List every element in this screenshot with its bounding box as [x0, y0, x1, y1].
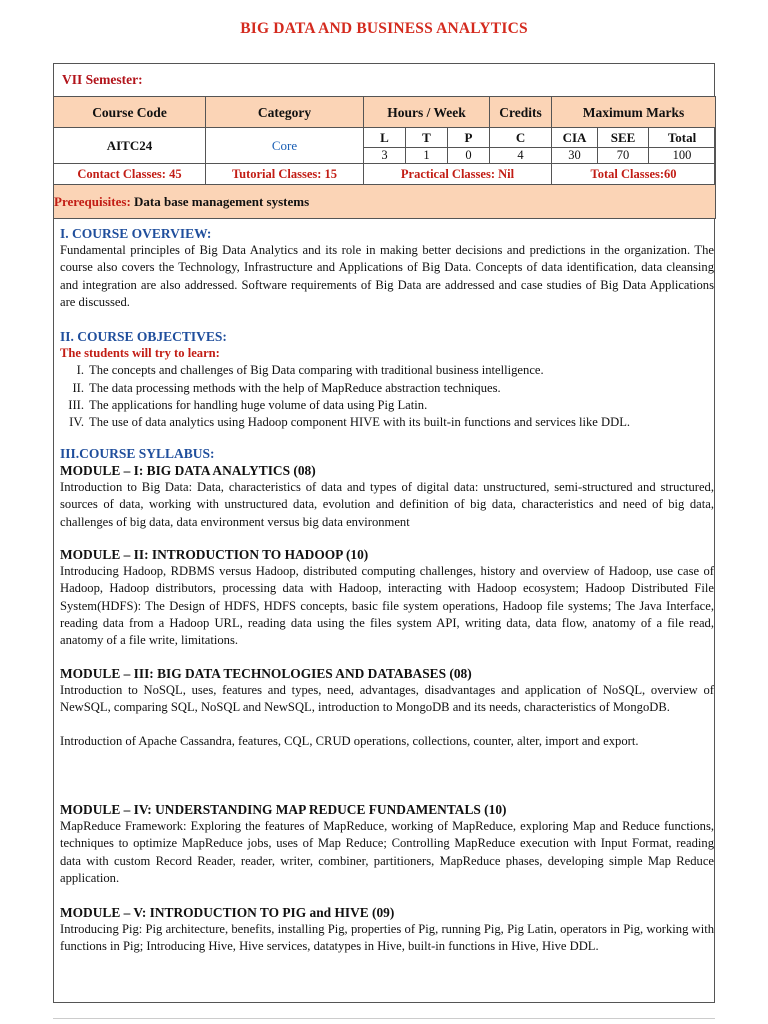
objective-text: The applications for handling huge volume of data using Pig Latin.: [89, 397, 428, 412]
lecture-value: 3: [364, 148, 406, 164]
module-4: [60, 801, 714, 887]
module-1: [60, 462, 714, 531]
objective-text: The concepts and challenges of Big Data comparing with traditional business intelligence.: [89, 363, 544, 378]
semester-label: VII Semester:: [62, 72, 143, 87]
max-marks-header: Maximum Marks: [552, 97, 716, 128]
objective-text: The data processing methods with the help of MapReduce abstraction techniques.: [89, 380, 501, 395]
cia-label: CIA: [552, 128, 598, 148]
practical-classes: Practical Classes: Nil: [364, 164, 552, 185]
objective-number: I.: [76, 363, 84, 378]
prerequisites-value: Data base management systems: [134, 194, 310, 209]
objective-item: [60, 414, 714, 431]
tutorial-value: 1: [406, 148, 448, 164]
practical-label: P: [448, 128, 490, 148]
document-title: BIG DATA AND BUSINESS ANALYTICS: [240, 20, 528, 37]
total-label: Total: [649, 128, 716, 148]
prerequisites-row: [54, 185, 716, 219]
category-header: Category: [206, 97, 364, 128]
module-5: [60, 904, 714, 956]
objective-item: [60, 397, 714, 414]
module-text: Introduction to NoSQL, uses, features and types, need, advantages, disadvantages and application of NoSQL, overview of NewSQL, comparing SQL, NoSQL and NewSQL, introduction to MongoDB and its needs, characteristics of MongoDB.: [60, 683, 714, 715]
module-text: Introducing Hadoop, RDBMS versus Hadoop, distributed computing challenges, history and overview of Hadoop, use case of Hadoop, Hadoop distributors, processing data with Hadoop, interacting with Hadoop ecosystem; Hadoop Distributed File System(HDFS): The Design of HDFS, HDFS concepts, basic file system operations, Hadoop file systems; The Java Interface, reading data from a Hadoop URL, reading data using the files system API, writing data, data flow, anatomy of a file read, anatomy of a file write, limitations.: [60, 564, 714, 648]
course-syllabus-heading: III.COURSE SYLLABUS:: [60, 446, 215, 461]
course-overview-section: [60, 225, 714, 311]
hours-week-header: Hours / Week: [364, 97, 490, 128]
course-overview-heading: I. COURSE OVERVIEW:: [60, 226, 212, 241]
practical-value: 0: [448, 148, 490, 164]
total-value: 100: [649, 148, 716, 164]
course-objectives-heading: II. COURSE OBJECTIVES:: [60, 329, 227, 344]
lecture-label: L: [364, 128, 406, 148]
objective-number: II.: [72, 380, 84, 395]
course-code-header: Course Code: [54, 97, 206, 128]
objective-text: The use of data analytics using Hadoop component HIVE with its built-in functions and services like DDL.: [89, 415, 631, 430]
module-text: MapReduce Framework: Exploring the features of MapReduce, working of MapReduce, exploring Map and Reduce functions, techniques to optimize MapReduce jobs, uses of Map Reduce; Controlling MapReduce execution with Input Format, reading data with custom Record Reader, reader, writer, combiner, partitioners, MapReduce phases, developing simple Map Reduce application.: [60, 819, 714, 885]
course-overview-text: Fundamental principles of Big Data Analytics and its role in making better decisions and predictions in the organization. The course also covers the Technology, Infrastructure and Applications of Big Data. Concepts of data identification, data cleansing and integration are also addressed. Software requirements of Big Data are addressed and case studies of Big Data Applications are discussed.: [60, 243, 714, 309]
tutorial-classes: Tutorial Classes: 15: [206, 164, 364, 185]
objectives-list: [60, 362, 714, 431]
credit-value: 4: [490, 148, 552, 164]
module-text: Introducing Pig: Pig architecture, benefits, installing Pig, properties of Pig, running Pig, Pig Latin, operators in Pig, working with functions in Pig; Introducing Hive, Hive services, datatypes in Hive, built-in functions in Hive, Hive DDL.: [60, 922, 714, 954]
objective-number: IV.: [69, 415, 84, 430]
module-3: [60, 665, 714, 750]
page-bottom-divider: [53, 1018, 715, 1019]
module-2: [60, 546, 714, 649]
total-classes: Total Classes:60: [552, 164, 716, 185]
module-title: MODULE – IV: UNDERSTANDING MAP REDUCE FUNDAMENTALS (10): [60, 802, 507, 817]
objectives-intro: The students will try to learn:: [60, 346, 220, 361]
objective-item: [60, 380, 714, 397]
course-objectives-section: [60, 328, 714, 431]
see-label: SEE: [598, 128, 649, 148]
cia-value: 30: [552, 148, 598, 164]
course-syllabus-heading-block: [60, 445, 714, 462]
tutorial-label: T: [406, 128, 448, 148]
objective-number: III.: [68, 397, 84, 412]
module-title: MODULE – II: INTRODUCTION TO HADOOP (10): [60, 547, 369, 562]
module-title: MODULE – V: INTRODUCTION TO PIG and HIVE (09): [60, 905, 395, 920]
module-text: Introduction to Big Data: Data, characteristics of data and types of digital data: unstructured, semi-structured and structured, sources of data, working with unstructured data, evolution and definition of big data, characteristics and need of big data, challenges of big data, data environment versus big data environment: [60, 480, 714, 529]
module-title: MODULE – I: BIG DATA ANALYTICS (08): [60, 463, 316, 478]
see-value: 70: [598, 148, 649, 164]
contact-classes: Contact Classes: 45: [54, 164, 206, 185]
course-info-table: [53, 96, 716, 219]
category-value: Core: [206, 128, 364, 164]
course-code-value: AITC24: [54, 128, 206, 164]
module-text: Introduction of Apache Cassandra, features, CQL, CRUD operations, collections, counter, alter, import and export.: [60, 733, 639, 748]
prerequisites-label: Prerequisites:: [54, 194, 131, 209]
objective-item: [60, 362, 714, 379]
credits-header: Credits: [490, 97, 552, 128]
credit-label: C: [490, 128, 552, 148]
module-title: MODULE – III: BIG DATA TECHNOLOGIES AND DATABASES (08): [60, 666, 472, 681]
